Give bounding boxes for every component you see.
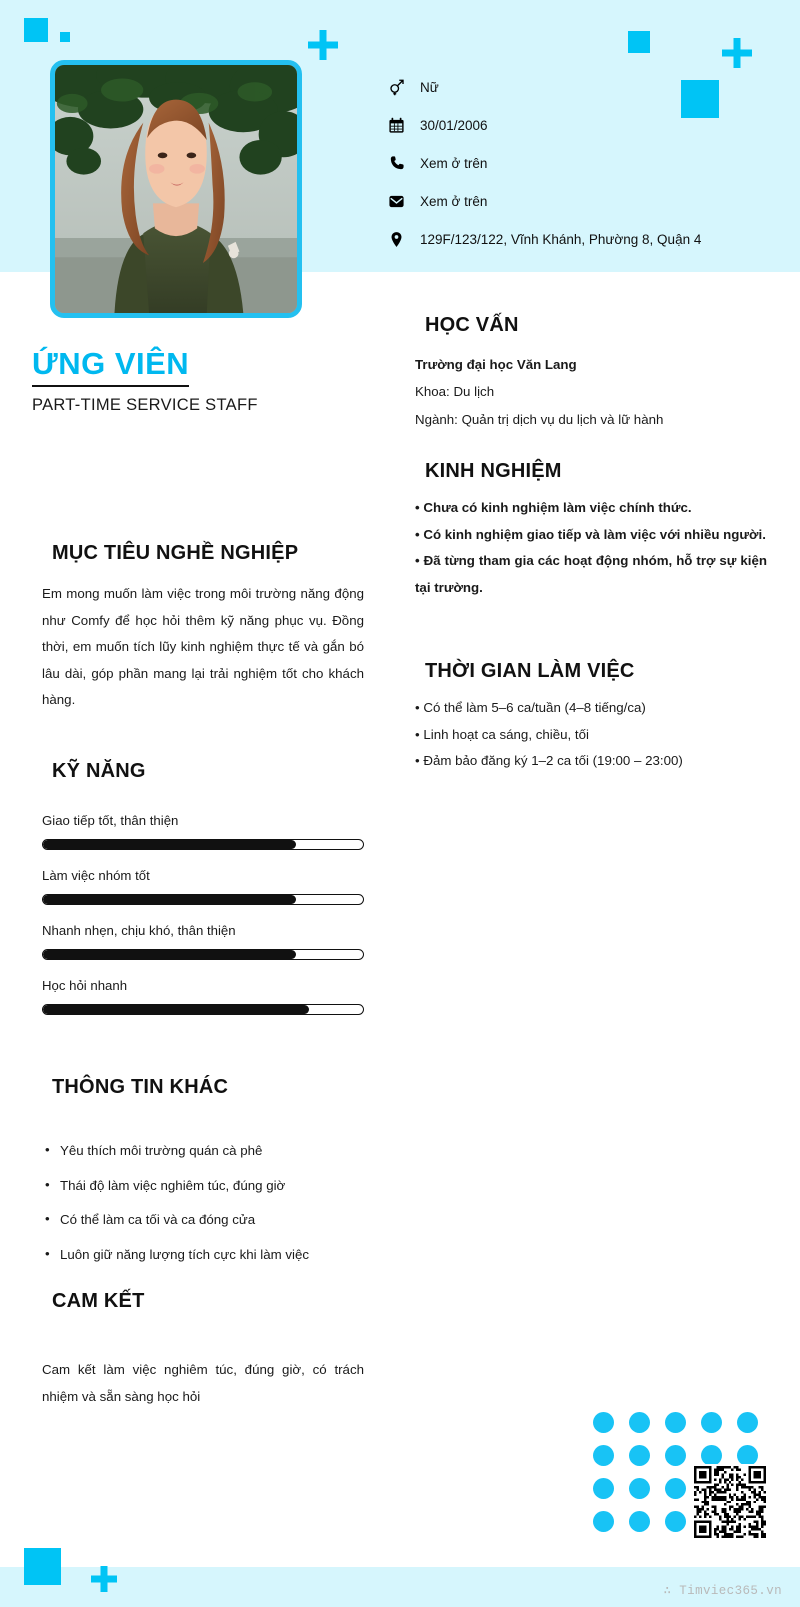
skill-item bbox=[42, 978, 364, 1015]
experience-item: • Đã từng tham gia các hoạt động nhóm, hỗ trợ sự kiện tại trường. bbox=[415, 553, 767, 595]
experience-item: • Chưa có kinh nghiệm làm việc chính thức. bbox=[415, 500, 692, 515]
decor-dot bbox=[629, 1445, 650, 1466]
email-icon bbox=[388, 193, 414, 210]
contact-value-email: Xem ở trên bbox=[420, 193, 488, 209]
section-education bbox=[415, 314, 765, 433]
section-heading-career-objective bbox=[42, 542, 298, 565]
contact-info-list bbox=[388, 68, 788, 258]
skill-progress-fill bbox=[43, 1005, 309, 1014]
decor-dot bbox=[593, 1445, 614, 1466]
section-heading-text: HỌC VẤN bbox=[425, 314, 519, 336]
decor-dot bbox=[629, 1478, 650, 1499]
qr-code[interactable] bbox=[692, 1464, 768, 1540]
section-heading-text: CAM KẾT bbox=[52, 1290, 145, 1312]
work-time-item: • Linh hoạt ca sáng, chiều, tối bbox=[415, 726, 589, 742]
decor-dot bbox=[737, 1412, 758, 1433]
section-heading-experience bbox=[415, 460, 562, 483]
decor-square-bottom-left bbox=[24, 1548, 61, 1585]
list-item: • Yêu thích môi trường quán cà phê bbox=[60, 1141, 372, 1162]
contact-row-address bbox=[388, 220, 788, 258]
section-heading-education bbox=[415, 314, 519, 337]
contact-row-gender bbox=[388, 68, 788, 106]
candidate-photo bbox=[50, 60, 302, 318]
skill-label: Học hỏi nhanh bbox=[42, 978, 128, 993]
identity-block bbox=[32, 348, 372, 415]
career-objective-text: Em mong muốn làm việc trong môi trường năng động như Comfy để học hỏi thêm kỹ năng phục vụ. Đồng thời, em muốn tích lũy kinh nghiệm thực tế và gắn bó lâu dài, góp phần mang lại trải nghiệm tốt cho khách hàng. bbox=[42, 586, 364, 708]
section-heading-text: THỜI GIAN LÀM VIỆC bbox=[425, 660, 635, 682]
skill-progress-bar bbox=[42, 894, 364, 905]
calendar-icon bbox=[388, 117, 414, 134]
section-heading-text: KỸ NĂNG bbox=[52, 760, 146, 782]
section-heading-work-time bbox=[415, 660, 635, 683]
candidate-name: ỨNG VIÊN bbox=[32, 348, 189, 387]
decor-dot bbox=[665, 1511, 686, 1532]
contact-row-birthdate bbox=[388, 106, 788, 144]
gender-icon bbox=[388, 78, 414, 96]
decor-square-top-left-small bbox=[60, 32, 70, 42]
section-heading-skills bbox=[42, 760, 146, 783]
list-item: • Có thể làm ca tối và ca đóng cửa bbox=[60, 1210, 372, 1231]
experience-item: • Có kinh nghiệm giao tiếp và làm việc với nhiều người. bbox=[415, 526, 766, 542]
location-icon bbox=[388, 231, 414, 248]
decor-dot bbox=[593, 1412, 614, 1433]
skill-progress-fill bbox=[43, 895, 296, 904]
decor-dot bbox=[665, 1412, 686, 1433]
section-other-info bbox=[42, 1076, 372, 1279]
work-time-item: • Có thể làm 5–6 ca/tuần (4–8 tiếng/ca) bbox=[415, 700, 646, 715]
contact-row-phone bbox=[388, 144, 788, 182]
skill-item bbox=[42, 813, 364, 850]
section-commitment bbox=[42, 1290, 364, 1410]
skill-label: Giao tiếp tốt, thân thiện bbox=[42, 813, 179, 828]
contact-row-email bbox=[388, 182, 788, 220]
decor-plus-top-right bbox=[722, 38, 752, 68]
section-heading-text: MỤC TIÊU NGHỀ NGHIỆP bbox=[52, 542, 299, 564]
section-heading-commitment bbox=[42, 1290, 145, 1313]
skill-item bbox=[42, 923, 364, 960]
skill-progress-fill bbox=[43, 950, 296, 959]
section-career-objective bbox=[42, 542, 364, 714]
section-heading-other-info bbox=[42, 1076, 228, 1099]
candidate-job-title: PART-TIME SERVICE STAFF bbox=[32, 395, 258, 414]
section-experience bbox=[415, 460, 767, 601]
contact-value-gender: Nữ bbox=[420, 79, 439, 95]
other-info-list bbox=[42, 1141, 372, 1265]
commitment-text: Cam kết làm việc nghiêm túc, đúng giờ, có trách nhiệm và sẵn sàng học hỏi bbox=[42, 1362, 364, 1404]
contact-value-birthdate: 30/01/2006 bbox=[420, 117, 488, 133]
list-item: • Luôn giữ năng lượng tích cực khi làm việc bbox=[60, 1245, 372, 1266]
decor-square-top-right-small bbox=[628, 31, 650, 53]
work-time-item: • Đảm bảo đăng ký 1–2 ca tối (19:00 – 23:00) bbox=[415, 753, 683, 769]
skill-progress-bar bbox=[42, 1004, 364, 1015]
contact-value-phone: Xem ở trên bbox=[420, 155, 488, 171]
decor-plus-top-center bbox=[308, 30, 338, 60]
section-work-time bbox=[415, 660, 767, 775]
skill-progress-fill bbox=[43, 840, 296, 849]
decor-square-top-left-large bbox=[24, 18, 48, 42]
section-heading-text: THÔNG TIN KHÁC bbox=[52, 1076, 229, 1098]
list-item: • Thái độ làm việc nghiêm túc, đúng giờ bbox=[60, 1176, 372, 1197]
skill-progress-bar bbox=[42, 839, 364, 850]
contact-value-address: 129F/123/122, Vĩnh Khánh, Phường 8, Quận 4 bbox=[420, 231, 702, 247]
decor-dot bbox=[665, 1478, 686, 1499]
decor-plus-bottom-left bbox=[91, 1566, 117, 1592]
qr-code-image bbox=[694, 1466, 766, 1538]
decor-dot bbox=[593, 1511, 614, 1532]
watermark-brand: ∴ Timviec365.vn bbox=[663, 1584, 782, 1598]
skill-label: Nhanh nhẹn, chịu khó, thân thiện bbox=[42, 923, 236, 938]
decor-dot bbox=[737, 1445, 758, 1466]
decor-dot bbox=[593, 1478, 614, 1499]
skill-label: Làm việc nhóm tốt bbox=[42, 868, 150, 883]
decor-dot bbox=[701, 1412, 722, 1433]
decor-dot bbox=[701, 1445, 722, 1466]
skill-item bbox=[42, 868, 364, 905]
section-skills bbox=[42, 760, 364, 1033]
education-school: Trường đại học Văn Lang bbox=[415, 357, 577, 372]
phone-icon bbox=[388, 155, 414, 172]
photo-illustration bbox=[55, 65, 297, 313]
decor-dot bbox=[665, 1445, 686, 1466]
education-major: Ngành: Quản trị dịch vụ du lịch và lữ hành bbox=[415, 411, 664, 427]
decor-dot bbox=[629, 1511, 650, 1532]
section-heading-text: KINH NGHIỆM bbox=[425, 460, 562, 482]
skill-progress-bar bbox=[42, 949, 364, 960]
decor-dot bbox=[629, 1412, 650, 1433]
education-faculty: Khoa: Du lịch bbox=[415, 384, 495, 400]
